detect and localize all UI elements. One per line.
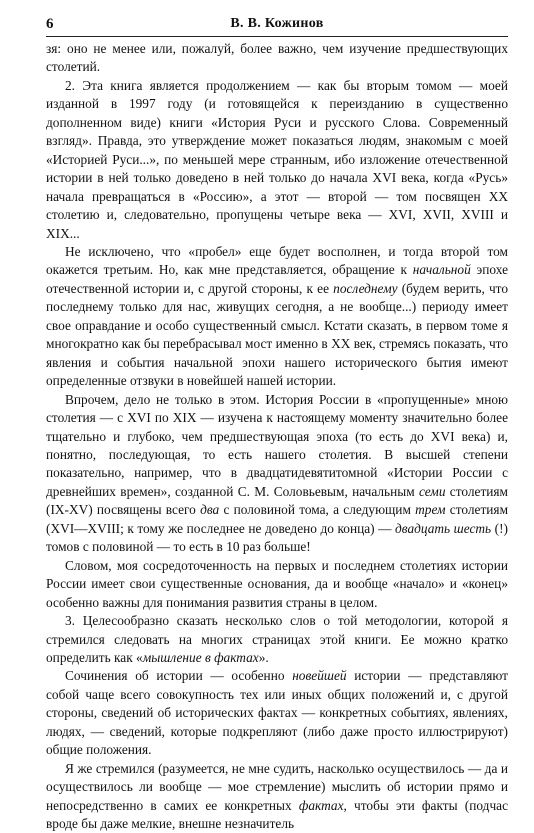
- text-run: (будем верить, что последнему только для нас, живущих сегодня, а не вообще...) периоду имеет свое оправдание и особо существенный смысл. Кстати сказать, в первом томе я многократно как бы перебрасывал мост именно в XX век, стремясь показать, что явления и события начальной эпохи нашего исторического бытия имеют определенные отзвуки в новейшей нашей истории.: [46, 280, 508, 389]
- body-text: [46, 40, 508, 833]
- italic-text: новейшей: [292, 668, 347, 684]
- paragraph: [46, 667, 508, 759]
- text-run: зя: оно не менее или, пожалуй, более важно, чем изучение предшествующих столетий.: [46, 41, 508, 75]
- text-run: столетиям (XVI—XVIII; к тому же последнее не доведено до конца) —: [46, 502, 509, 536]
- italic-text: семи: [418, 483, 446, 499]
- text-run: , чтобы эти факты (подчас вроде бы даже мелкие, внешне незначитель: [46, 797, 508, 832]
- text-run: эпохе отечественной истории и, с другой стороны, к ее: [46, 262, 508, 296]
- text-run: Словом, моя сосредоточенность на первых и последнем столетиях истории России имеет свои существенные основания, да и вообще «начало» и «конец» особенно важны для понимания развития страны в целом.: [46, 557, 508, 610]
- running-title: В. В. Кожинов: [230, 16, 324, 31]
- italic-text: двадцать шесть: [395, 520, 492, 536]
- italic-text: последнему: [333, 280, 398, 296]
- italic-text: фактах: [298, 797, 344, 813]
- paragraph: [46, 760, 508, 833]
- text-run: ».: [258, 649, 269, 665]
- running-header: [46, 14, 508, 37]
- text-run: истории — представляют собой чаще всего совокупность тех или иных общих положений и, с другой стороны, сведений об исторических фактах — конкретных событиях, явлениях, людях, — сведений, которые подкрепляют (либо даже просто иллюстрируют) общие положения.: [46, 668, 508, 758]
- page-number: 6: [46, 16, 54, 32]
- text-run: 2. Эта книга является продолжением — как бы вторым томом — моей изданной в 1997 году (и готовящейся к переизданию в существенно дополненном виде) книги «История Руси и русского Слова. Современный взгляд». Правда, это утверждение может показаться людям, знакомым с моей «Историей Руси...», по меньшей мере странным, ибо изложение отечественной истории в ней только доведено в ней только до начала XVI века, когда «Русь» начала превращаться в «Россию», а этот — второй — том посвящен XX столетию и, следовательно, пропущены четыре века — XVI, XVII, XVIII и XIX...: [46, 77, 508, 241]
- italic-text: начальной: [412, 262, 471, 278]
- paragraph: [46, 557, 508, 612]
- paragraph: [46, 391, 508, 557]
- text-run: 3. Целесообразно сказать несколько слов о той методологии, которой я стремился следовать на многих страницах этой книги. Ее можно кратко определить как «: [46, 613, 508, 665]
- paragraph: [46, 612, 508, 667]
- paragraph: [46, 243, 508, 391]
- text-run: Я же стремился (разумеется, не мне судить, насколько осуществилось — да и осуществилось ли вообще — мое стремление) мыслить об истории прямо и непосредственно в самих ее конкретных: [46, 760, 508, 813]
- text-run: столетиям (IX-XV) посвящены всего: [46, 483, 509, 518]
- text-run: Сочинения об истории — особенно: [65, 668, 293, 684]
- text-run: Не исключено, что «пробел» еще будет восполнен, и тогда второй том окажется третьим. Но, как мне представляется, обращение к: [46, 243, 508, 278]
- paragraph: [46, 40, 508, 77]
- text-run: Впрочем, дело не только в этом. История России в «пропущенные» мною столетия — с XVI по XIX — изучена к настоящему моменту значительно более тщательно и глубоко, чем предшествующая эпоха (то есть до XVI века) и, понятно, последующая, то есть нашего столетия. В высшей степени показательно, например, что в двадцатидевятитомной «Истории России с древнейших времен», созданной С. М. Соловьевым, начальным: [46, 391, 508, 499]
- italic-text: трем: [415, 502, 446, 518]
- text-run: (!) томов с половиной — то есть в 10 раз больше!: [46, 520, 508, 555]
- italic-text: мышление в фактах: [142, 649, 259, 665]
- italic-text: два: [200, 502, 220, 518]
- paragraph: [46, 77, 508, 243]
- text-run: с половиной тома, а следующим: [219, 502, 416, 518]
